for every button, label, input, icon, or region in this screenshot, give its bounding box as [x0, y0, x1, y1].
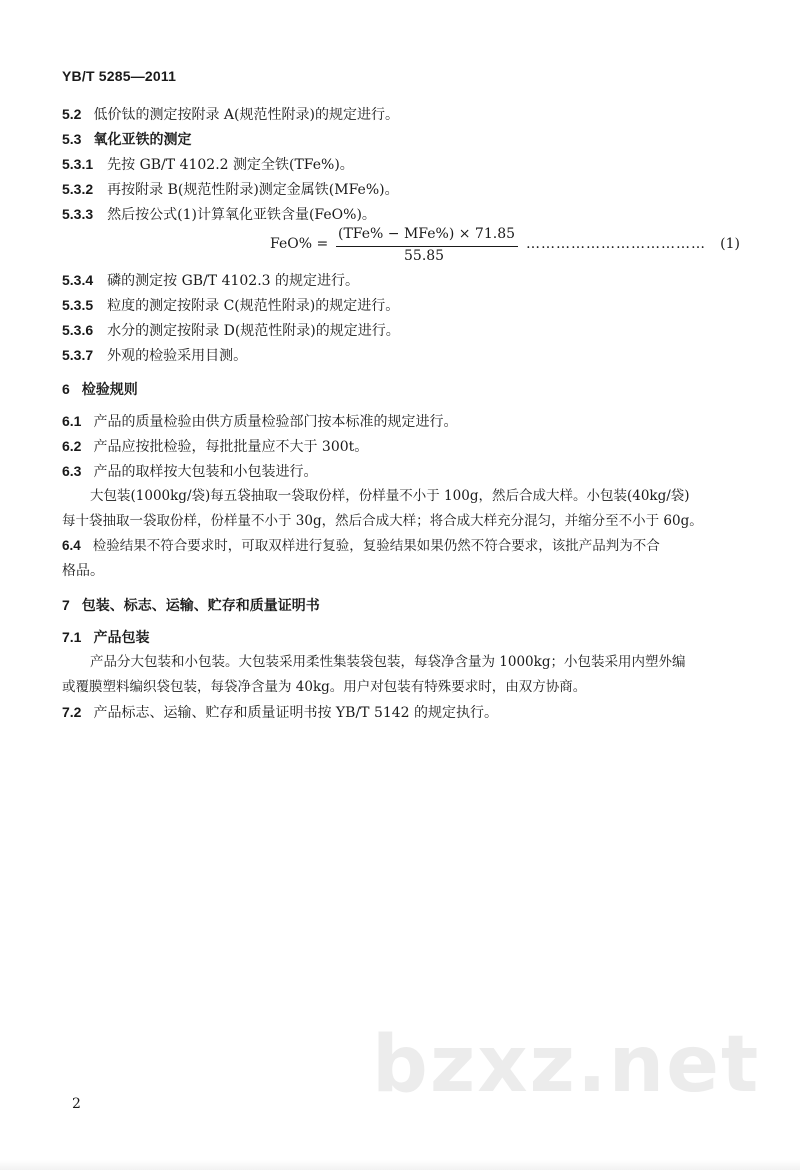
formula-numerator: (TFe% − MFe%) × 71.85 [338, 226, 516, 242]
section-title: 包装、标志、运输、贮存和质量证明书 [81, 597, 320, 613]
section-title: 检验规则 [81, 381, 138, 397]
clause-number: 5.2 [62, 106, 82, 122]
clause-5-3-5 [62, 295, 740, 316]
paragraph-line: 大包装(1000kg/袋)每五袋抽取一袋取份样，份样量不小于 100g，然后合成大样。小包装(40kg/袋) [90, 488, 690, 504]
clause-5-2 [62, 104, 740, 125]
clause-number: 5.3.1 [62, 156, 94, 172]
formula-lhs: FeO% = [270, 236, 329, 252]
clause-heading: 氧化亚铁的测定 [93, 131, 192, 147]
clause-5-3-7 [62, 345, 740, 366]
clause-number: 5.3.6 [62, 322, 94, 338]
paragraph-line: 每十袋抽取一袋取份样，份样量不小于 30g，然后合成大样；将合成大样充分混匀，并缩分至不小于 60g。 [62, 513, 703, 529]
clause-text: 粒度的测定按附录 C(规范性附录)的规定进行。 [107, 298, 400, 314]
clause-number: 6.1 [62, 413, 82, 429]
paragraph-line: 产品分大包装和小包装。大包装采用柔性集装袋包装，每袋净含量为 1000kg；小包装采用内塑外编 [90, 654, 686, 670]
clause-5-3-4 [62, 270, 740, 291]
clause-number: 6.3 [62, 463, 82, 479]
section-number: 6 [62, 381, 70, 397]
clause-number: 7.1 [62, 629, 82, 645]
clause-6-1 [62, 411, 740, 432]
clause-5-3 [62, 129, 740, 150]
clause-number: 5.3.4 [62, 272, 94, 288]
clause-number: 5.3.5 [62, 297, 94, 313]
clause-text: 检验结果不符合要求时，可取双样进行复验，复验结果如果仍然不符合要求，该批产品判为不合 [92, 538, 660, 554]
clause-number: 6.4 [62, 538, 81, 553]
clause-text: 产品标志、运输、贮存和质量证明书按 YB/T 5142 的规定执行。 [93, 705, 499, 721]
clause-6-4 [62, 536, 740, 556]
clause-5-3-2 [62, 179, 740, 200]
clause-5-3-1 [62, 154, 740, 175]
section-7-heading [62, 595, 740, 616]
clause-number: 5.3.2 [62, 181, 94, 197]
clause-text: 然后按公式(1)计算氧化亚铁含量(FeO%)。 [107, 207, 376, 223]
fraction-bar [336, 246, 518, 247]
clause-6-2 [62, 436, 740, 457]
clause-heading: 产品包装 [93, 629, 150, 645]
clause-text: 磷的测定按 GB/T 4102.3 的规定进行。 [107, 273, 360, 289]
equation-number: (1) [720, 236, 740, 252]
section-6-heading [62, 379, 740, 400]
clause-number: 7.2 [62, 704, 82, 720]
clause-text: 产品的取样按大包装和小包装进行。 [93, 464, 318, 480]
clause-number: 5.3.3 [62, 206, 94, 222]
clause-5-3-3 [62, 204, 740, 225]
clause-5-3-6 [62, 320, 740, 341]
page-edge [0, 1160, 800, 1170]
paragraph-line: 格品。 [62, 563, 104, 579]
clause-text: 外观的检验采用目测。 [107, 348, 248, 364]
page-number: 2 [72, 1096, 81, 1112]
clause-text: 产品应按批检验，每批批量应不大于 300t。 [93, 439, 369, 455]
clause-number: 6.2 [62, 438, 82, 454]
paragraph-line: 或覆膜塑料编织袋包装，每袋净含量为 40kg。用户对包装有特殊要求时，由双方协商。 [62, 679, 587, 695]
clause-number: 5.3.7 [62, 347, 94, 363]
clause-7-2 [62, 702, 740, 723]
formula-1 [270, 226, 740, 266]
clause-7-1 [62, 627, 740, 648]
clause-text: 再按附录 B(规范性附录)测定金属铁(MFe%)。 [107, 182, 399, 198]
clause-text: 水分的测定按附录 D(规范性附录)的规定进行。 [107, 323, 400, 339]
clause-text: 产品的质量检验由供方质量检验部门按本标准的规定进行。 [93, 414, 458, 430]
formula-denominator: 55.85 [404, 248, 445, 264]
clause-6-3 [62, 461, 740, 482]
section-number: 7 [62, 597, 70, 613]
watermark: bzxz.net [372, 1020, 761, 1110]
standard-code: YB/T 5285—2011 [62, 68, 177, 84]
leader-dots: ……………………………… [526, 236, 706, 252]
clause-text: 先按 GB/T 4102.2 测定全铁(TFe%)。 [107, 157, 354, 173]
clause-number: 5.3 [62, 131, 82, 147]
clause-text: 低价钛的测定按附录 A(规范性附录)的规定进行。 [93, 107, 399, 123]
